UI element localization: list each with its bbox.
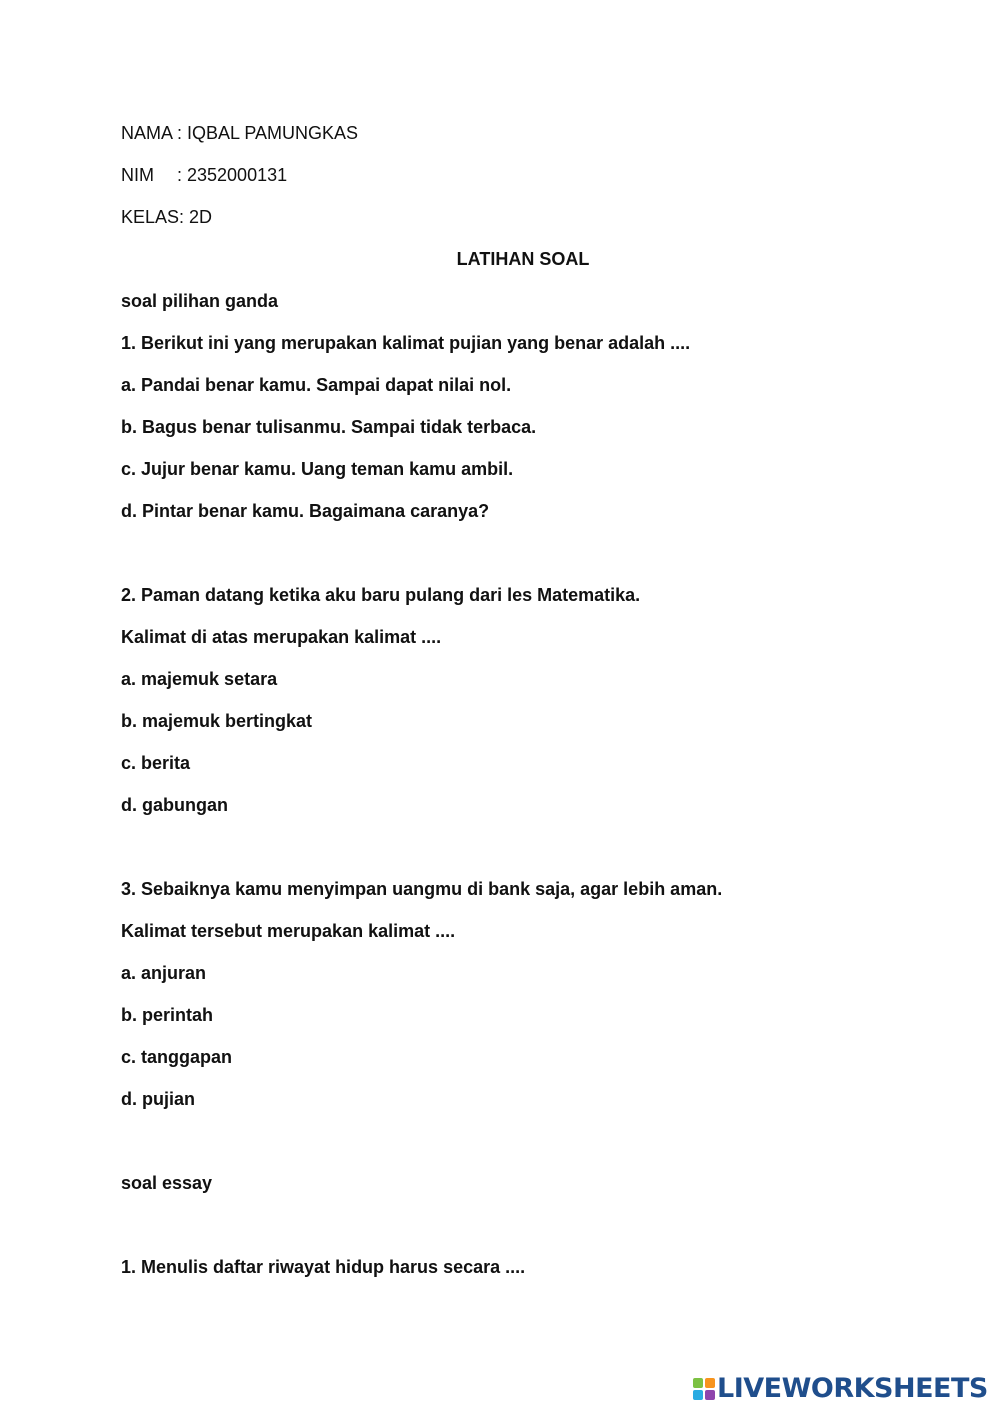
question-2-prompt: Kalimat di atas merupakan kalimat .... — [121, 627, 442, 647]
question-1-option-d: d. Pintar benar kamu. Bagaimana caranya? — [121, 501, 490, 521]
nim-value: : 2352000131 — [177, 165, 288, 185]
question-2: 2. Paman datang ketika aku baru pulang dari les Matematika. — [121, 585, 641, 605]
question-1-option-a: a. Pandai benar kamu. Sampai dapat nilai nol. — [121, 375, 512, 395]
liveworksheets-logo — [693, 1372, 988, 1406]
question-3-option-a: a. anjuran — [121, 963, 207, 983]
question-3: 3. Sebaiknya kamu menyimpan uangmu di bank saja, agar lebih aman. — [121, 879, 723, 899]
student-class: KELAS: 2D — [121, 207, 213, 227]
question-2-option-a: a. majemuk setara — [121, 669, 278, 689]
brand-name: LIVEWORKSHEETS — [717, 1373, 988, 1404]
question-3-option-c: c. tanggapan — [121, 1047, 233, 1067]
question-3-option-b: b. perintah — [121, 1005, 214, 1025]
question-1: 1. Berikut ini yang merupakan kalimat pujian yang benar adalah .... — [121, 333, 691, 353]
essay-question-1: 1. Menulis daftar riwayat hidup harus secara .... — [121, 1257, 526, 1277]
question-2-option-c: c. berita — [121, 753, 191, 773]
question-1-option-b: b. Bagus benar tulisanmu. Sampai tidak terbaca. — [121, 417, 537, 437]
question-2-option-d: d. gabungan — [121, 795, 228, 815]
question-1-option-c: c. Jujur benar kamu. Uang teman kamu ambil. — [121, 459, 514, 479]
question-2-option-b: b. majemuk bertingkat — [121, 711, 313, 731]
essay-heading: soal essay — [121, 1173, 213, 1193]
student-name: NAMA : IQBAL PAMUNGKAS — [121, 123, 359, 143]
question-3-option-d: d. pujian — [121, 1089, 195, 1109]
multiple-choice-heading: soal pilihan ganda — [121, 291, 279, 311]
liveworksheets-mark-icon — [693, 1378, 715, 1400]
page-title: LATIHAN SOAL — [456, 249, 590, 269]
student-nim — [121, 164, 287, 186]
nim-label: NIM — [121, 165, 154, 185]
question-3-prompt: Kalimat tersebut merupakan kalimat .... — [121, 921, 456, 941]
